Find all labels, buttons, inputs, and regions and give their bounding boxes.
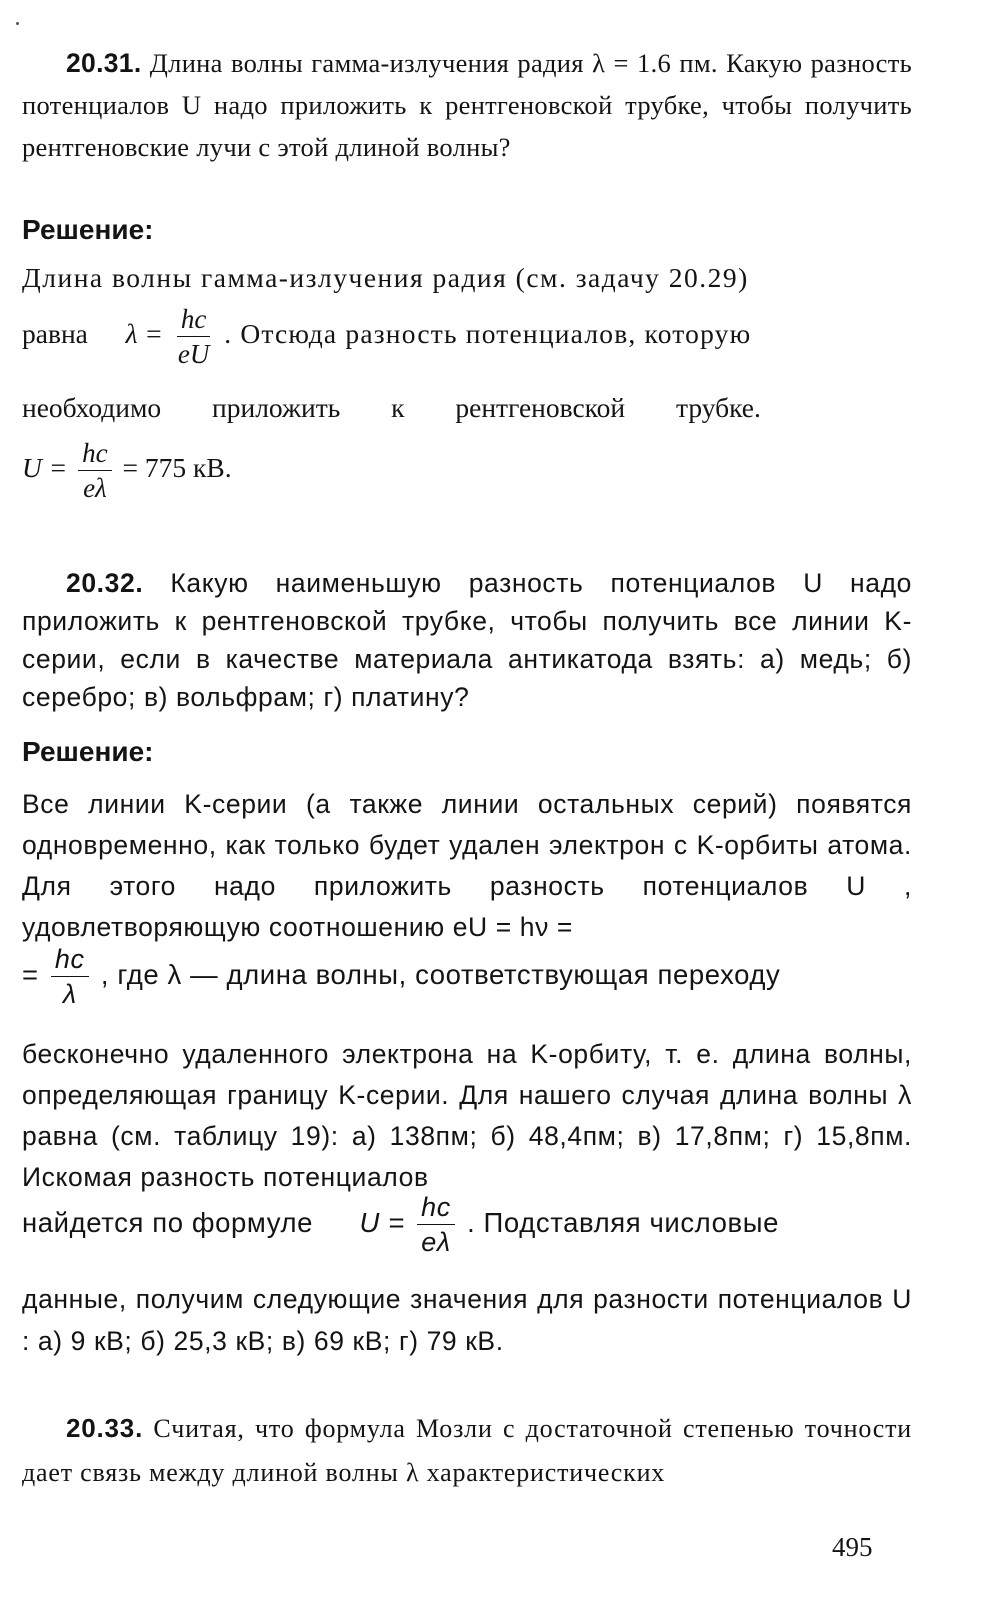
problem-text: Длина волны гамма-излучения радия λ = 1.6 пм. Какую разность потенциалов U надо приложить к рентгеновской трубке, чтобы получить рентгеновские лучи с этой длиной волны? [22, 48, 912, 162]
formula-line [22, 304, 912, 369]
fraction-denominator: eλ [421, 1227, 451, 1257]
formula-suffix: . Подставляя числовые [467, 1206, 779, 1238]
problem-20-31 [22, 42, 912, 168]
fraction-denominator: eλ [83, 473, 107, 503]
problem-text: Какую наименьшую разность потенциалов U надо приложить к рентгеновской трубке, чтобы получить все линии K-серии, если в качестве материала антикатода взять: а) медь; б) серебро; в) вольфрам; г) платину? [22, 568, 912, 712]
scan-speck [16, 22, 19, 25]
fraction [78, 438, 111, 503]
solution-text: данные, получим следующие значения для разности потенциалов U : а) 9 кВ; б) 25,3 кВ; в) 69 кВ; г) 79 кВ. [22, 1284, 912, 1356]
formula-lhs: = [22, 958, 39, 990]
solution-text: бесконечно удаленного электрона на K-орбиту, т. е. длина волны, определяющая границу K-серии. Для нашего случая длина волны λ равна (см. таблицу 19): а) 138пм; б) 48,4пм; в) 17,8пм; г) 15,8пм. Искомая разность потенциалов [22, 1039, 912, 1192]
fraction [51, 944, 89, 1009]
fraction [417, 1192, 455, 1257]
problem-text: Считая, что формула Мозли с достаточной степенью точности дает связь между длиной волны λ характеристических [22, 1414, 912, 1487]
solution-heading: Решение: [22, 736, 154, 767]
result-formula [22, 438, 912, 503]
problem-20-32 [22, 564, 912, 716]
fraction-numerator: hc [417, 1192, 455, 1225]
fraction-denominator: λ [62, 979, 77, 1009]
formula-lhs: U = [22, 451, 68, 483]
formula-line [22, 944, 912, 1009]
formula-suffix: . Отсюда разность потенциалов, которую [224, 317, 752, 349]
solution-line: Длина волны гамма-излучения радия (см. задачу 20.29) [22, 262, 749, 293]
solution-line: необходимо приложить к рентгеновской трубке. [22, 392, 761, 423]
fraction-numerator: hc [78, 438, 111, 471]
problem-20-33 [22, 1406, 912, 1495]
fraction [174, 304, 213, 369]
problem-number: 20.31. [66, 48, 142, 78]
fraction-numerator: hc [177, 304, 210, 337]
formula-suffix: , где λ — длина волны, соответствующая переходу [100, 958, 781, 990]
problem-number: 20.33. [66, 1413, 144, 1443]
fraction-denominator: eU [177, 339, 210, 369]
problem-number: 20.32. [66, 568, 144, 598]
fraction-numerator: hc [51, 944, 89, 977]
solution-heading: Решение: [22, 214, 154, 245]
result-value: = 775 кВ. [122, 451, 232, 483]
formula-prefix: равна [22, 317, 88, 349]
formula-prefix: найдется по формуле [22, 1206, 313, 1238]
solution-text: Все линии K-серии (а также линии остальных серий) появятся одновременно, как только будет удален электрон с K-орбиты атома. Для этого надо приложить разность потенциалов U , удовлетворяющую соотношению eU = hν = [22, 789, 912, 942]
formula-line [22, 1192, 912, 1257]
formula-lhs: λ = [125, 317, 163, 349]
formula-lhs: U = [359, 1206, 405, 1238]
page-number: 495 [832, 1532, 873, 1562]
